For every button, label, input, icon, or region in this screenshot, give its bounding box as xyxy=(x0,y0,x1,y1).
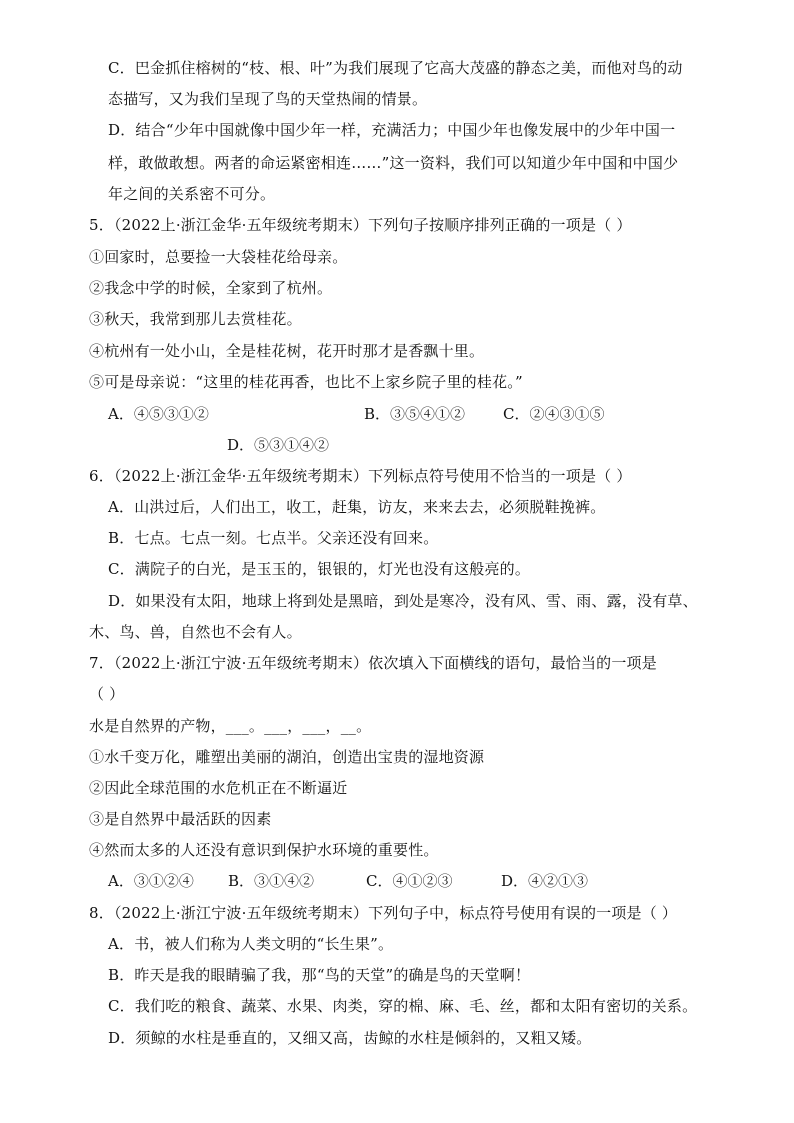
q8-option-c: C．我们吃的粮食、蔬菜、水果、肉类，穿的棉、麻、毛、丝，都和太阳有密切的关系。 xyxy=(108,997,698,1015)
q6-option-d-line2: 木、鸟、兽，自然也不会有人。 xyxy=(89,623,302,641)
q5-sentence-3: ③秋天，我常到那儿去赏桂花。 xyxy=(89,310,302,328)
q4-option-d-line2: 样，敢做敢想。两者的命运紧密相连……”这一资料，我们可以知道少年中国和中国少 xyxy=(108,154,679,172)
q7-option-d: D．④②①③ xyxy=(501,872,589,890)
q5-option-c: C．②④③①⑤ xyxy=(503,405,605,423)
q7-sentence-3: ③是自然界中最活跃的因素 xyxy=(89,810,272,828)
question-6-stem: 6．（2022上·浙江金华·五年级统考期末）下列标点符号使用不恰当的一项是（ ） xyxy=(89,467,632,485)
question-5-stem: 5．（2022上·浙江金华·五年级统考期末）下列句子按顺序排列正确的一项是（ ） xyxy=(89,216,632,234)
q8-option-b: B．昨天是我的眼睛骗了我，那“鸟的天堂”的确是鸟的天堂啊！ xyxy=(108,966,531,984)
question-7-stem: 7．（2022上·浙江宁波·五年级统考期末）依次填入下面横线的语句，最恰当的一项是 xyxy=(89,654,657,672)
q7-sentence-4: ④然而太多的人还没有意识到保护水环境的重要性。 xyxy=(89,841,439,859)
q6-option-d-line1: D．如果没有太阳，地球上将到处是黑暗，到处是寒冷，没有风、雪、雨、露，没有草、 xyxy=(108,592,698,610)
q4-option-c-line2: 态描写，又为我们呈现了鸟的天堂热闹的情景。 xyxy=(108,90,428,108)
q7-option-c: C．④①②③ xyxy=(366,872,453,890)
q5-option-d: D．⑤③①④② xyxy=(227,436,330,454)
q7-option-b: B．③①④② xyxy=(228,872,315,890)
q5-sentence-1: ①回家时，总要捡一大袋桂花给母亲。 xyxy=(89,248,348,266)
q8-option-a: A．书，被人们称为人类文明的“长生果”。 xyxy=(108,935,394,953)
q4-option-c-line1: C．巴金抓住榕树的“枝、根、叶”为我们展现了它高大茂盛的静态之美，而他对鸟的动 xyxy=(108,59,683,77)
q7-sentence-2: ②因此全球范围的水危机正在不断逼近 xyxy=(89,779,348,797)
q5-sentence-5: ⑤可是母亲说：“这里的桂花再香，也比不上家乡院子里的桂花。” xyxy=(89,373,523,391)
q6-option-b: B．七点。七点一刻。七点半。父亲还没有回来。 xyxy=(108,529,439,547)
q5-option-a: A．④⑤③①② xyxy=(108,405,209,423)
question-7-bracket: （ ） xyxy=(89,685,125,703)
q4-option-d-line1: D．结合“少年中国就像中国少年一样，充满活力；中国少年也像发展中的少年中国一 xyxy=(108,121,676,139)
question-8-stem: 8．（2022上·浙江宁波·五年级统考期末）下列句子中，标点符号使用有误的一项是（ ） xyxy=(89,904,678,922)
q6-option-a: A．山洪过后，人们出工，收工，赶集，访友，来来去去，必须脱鞋挽裤。 xyxy=(108,498,606,516)
q7-passage: 水是自然界的产物，___。___，___，__。 xyxy=(89,717,372,735)
q5-option-b: B．③⑤④①② xyxy=(364,405,466,423)
q5-sentence-2: ②我念中学的时候，全家到了杭州。 xyxy=(89,279,333,297)
q7-sentence-1: ①水千变万化，雕塑出美丽的湖泊，创造出宝贵的湿地资源 xyxy=(89,748,485,766)
q6-option-c: C．满院子的白光，是玉玉的，银银的，灯光也没有这般亮的。 xyxy=(108,560,531,578)
q8-option-d: D．须鲸的水柱是垂直的，又细又高，齿鲸的水柱是倾斜的，又粗又矮。 xyxy=(108,1029,592,1047)
q7-option-a: A．③①②④ xyxy=(108,872,194,890)
q4-option-d-line3: 年之间的关系密不可分。 xyxy=(108,185,276,203)
q5-sentence-4: ④杭州有一处小山，全是桂花树，花开时那才是香飘十里。 xyxy=(89,342,485,360)
